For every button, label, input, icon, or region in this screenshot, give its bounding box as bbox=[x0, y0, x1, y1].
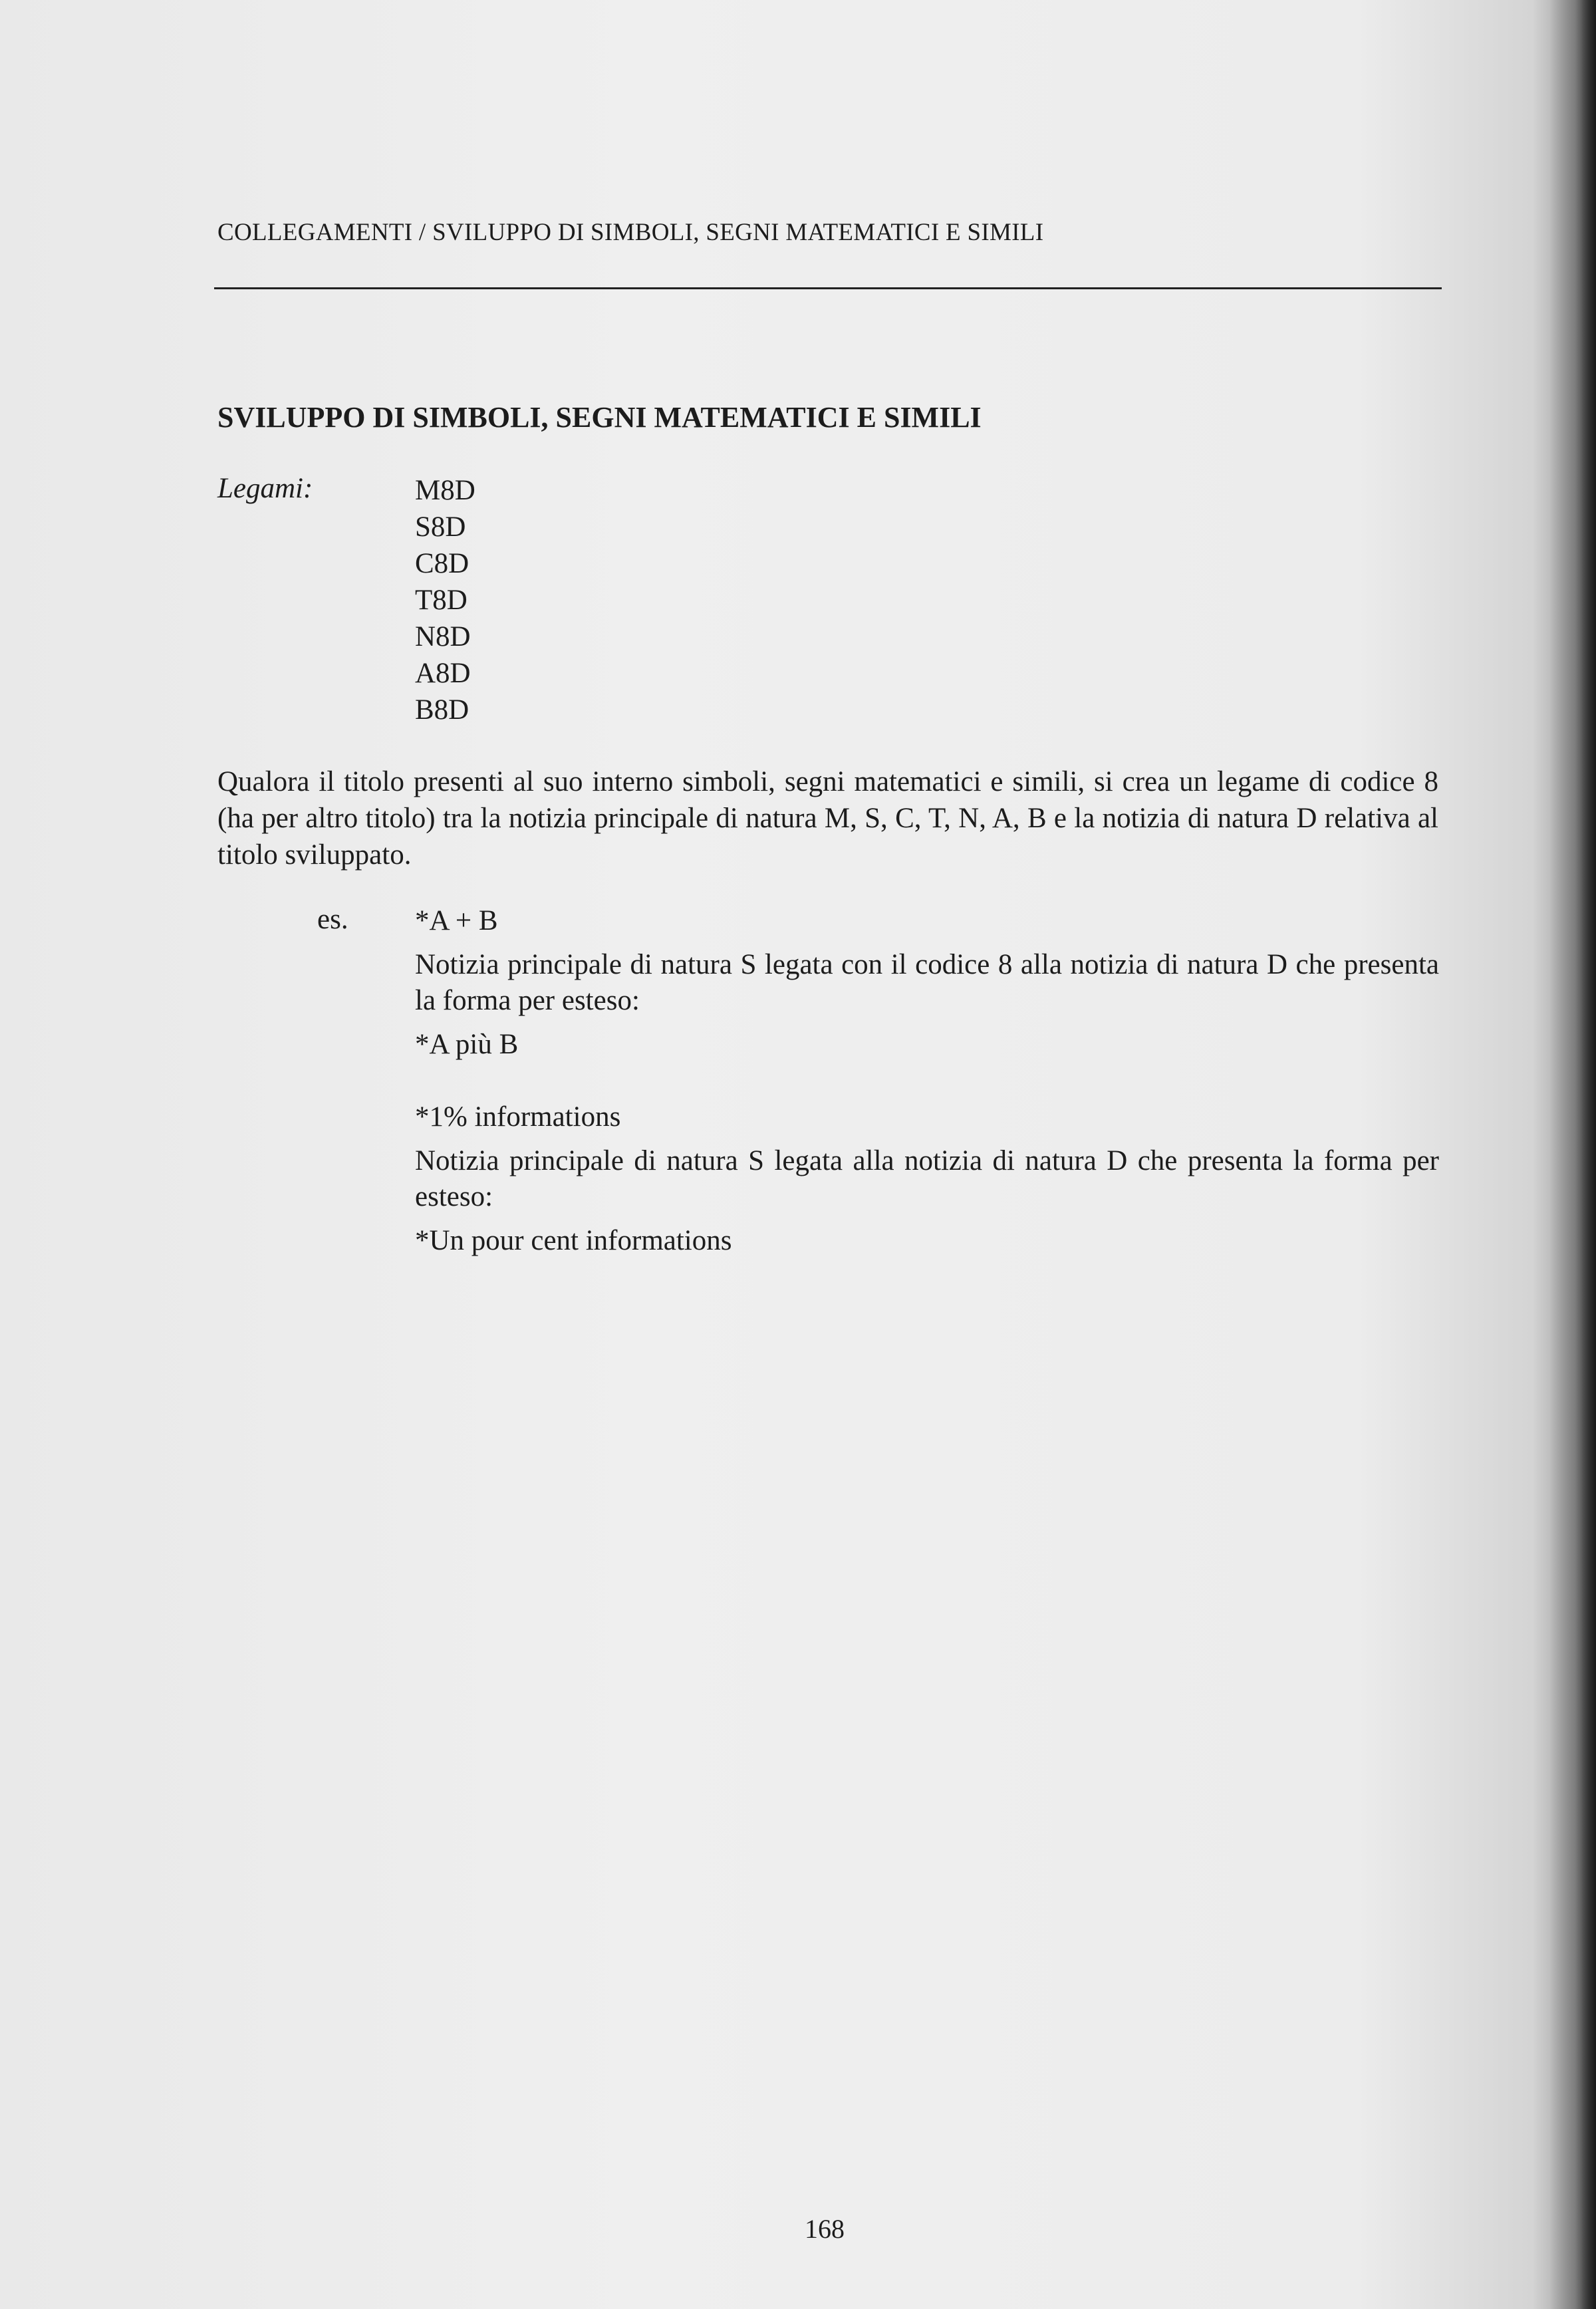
legami-code: M8D bbox=[415, 475, 475, 506]
example-note: Notizia principale di natura S legata con il codice 8 alla notizia di natura D che presenta la forma per esteso: bbox=[415, 949, 1439, 1016]
example-title: *A + B bbox=[415, 905, 498, 936]
example-expanded-form: *Un pour cent informations bbox=[415, 1225, 732, 1256]
page-number: 168 bbox=[805, 2214, 845, 2244]
example-label: es. bbox=[317, 904, 348, 935]
legami-code-list bbox=[415, 472, 475, 728]
section-title: SVILUPPO DI SIMBOLI, SEGNI MATEMATICI E SIMILI bbox=[217, 401, 982, 434]
legami-code: N8D bbox=[415, 621, 471, 652]
legami-code: B8D bbox=[415, 694, 469, 726]
legami-label: Legami: bbox=[217, 473, 313, 504]
example-note: Notizia principale di natura S legata alla notizia di natura D che presenta la forma per esteso: bbox=[415, 1145, 1439, 1212]
example-expanded-form: *A più B bbox=[415, 1029, 519, 1060]
page-edge-shadow bbox=[1549, 0, 1596, 2309]
legami-code: C8D bbox=[415, 548, 469, 579]
legami-code: S8D bbox=[415, 511, 466, 543]
body-paragraph: Qualora il titolo presenti al suo interno simboli, segni matematici e simili, si crea un legame di codice 8 (ha per altro titolo) tra la notizia principale di natura M, S, C, T, N, A, B e la notizia di natura D relativa al titolo sviluppato. bbox=[217, 766, 1438, 871]
example-block bbox=[415, 903, 1439, 1259]
legami-code: A8D bbox=[415, 658, 471, 689]
running-header: COLLEGAMENTI / SVILUPPO DI SIMBOLI, SEGNI MATEMATICI E SIMILI bbox=[217, 219, 1044, 246]
legami-code: T8D bbox=[415, 585, 467, 616]
example-title: *1% informations bbox=[415, 1101, 621, 1133]
header-rule bbox=[214, 287, 1442, 289]
